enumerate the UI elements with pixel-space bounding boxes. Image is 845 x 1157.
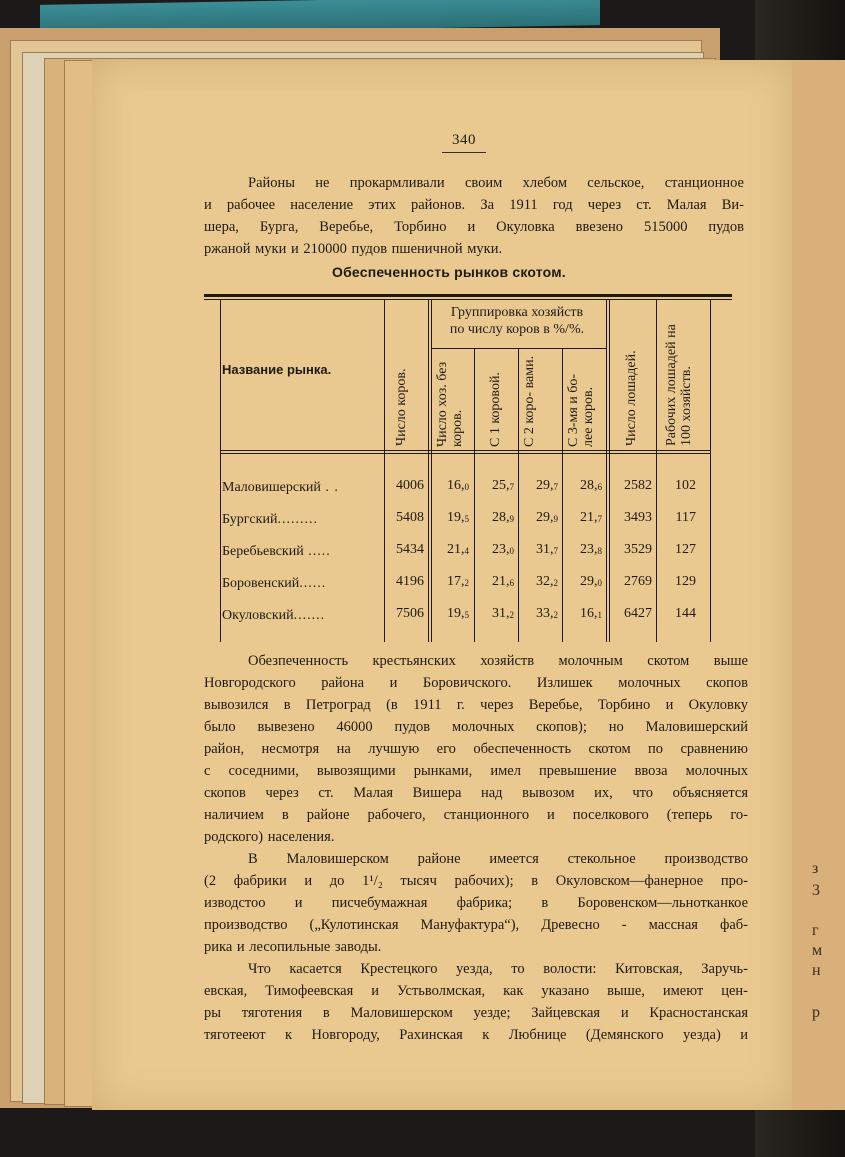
no-cows-cell: $19,_5$ [447,606,469,621]
header-market-name: Название рынка. [222,362,332,377]
text-line: район, несмотря на лучшую его обеспеченность скотом по сравнению [204,741,748,757]
text-line: Обезпеченность крестьянских хозяйств молочным скотом выше [248,653,748,669]
header-cows: Число коров. [394,368,409,446]
market-name: Боровенский...... [222,576,327,591]
three-plus-cell: $23,_8$ [580,542,602,557]
body-text [204,650,748,1046]
horses-cell: 3493 [624,510,652,525]
header-group-line: по числу коров в %/%. [449,322,585,337]
page-number: 340 [452,132,476,148]
work-horses-cell: 127 [675,542,696,557]
work-horses-cell: 117 [675,510,696,525]
one-cow-cell: $23,_0$ [492,542,514,557]
no-cows-cell: $21,_4$ [447,542,469,557]
market-name: Окуловский....... [222,608,326,623]
header-work-horses: Рабочих лошадей на 100 хозяйств. [664,324,694,446]
horses-cell: 6427 [624,606,652,621]
no-cows-cell: $19,_5$ [447,510,469,525]
table-row [204,506,732,536]
text-line: изводстоо и писчебумажная фабрика; в Боровенском—льнотканкое [204,895,748,911]
table-header-divider [431,348,606,349]
one-cow-cell: $28,_9$ [492,510,514,525]
no-cows-cell: $17,_2$ [447,574,469,589]
header-no-cows: Число хоз. без коров. [435,361,465,447]
text-line: тяготееют к Новгороду, Рахинская к Любнице (Демянского уезда) и [204,1027,748,1043]
one-cow-cell: $31,_2$ [492,606,514,621]
two-cows-cell: $33,_2$ [536,606,558,621]
two-cows-cell: $32,_2$ [536,574,558,589]
horses-cell: 3529 [624,542,652,557]
intro-paragraph [204,172,744,260]
text-line: родского) населения. [204,829,335,845]
livestock-table [204,294,732,642]
text-line: производство („Кулотинская Мануфактура“), Древесно - массная фаб- [204,917,748,933]
market-name: Беребьевский ..... [222,544,331,559]
header-horses: Число лошадей. [624,350,639,446]
text-line: с соседними, вывозящими рынками, имел превышение ввоза молочных [204,763,748,779]
three-plus-cell: $16,_1$ [580,606,602,621]
header-two-cows: С 2 коро- вами. [522,355,537,447]
cows-cell: 4196 [396,574,424,589]
cows-cell: 5408 [396,510,424,525]
text-line: и рабочее население этих районов. За 1911 год через ст. Малая Ви- [204,197,744,213]
market-name: Бургский......... [222,512,318,527]
adjacent-page-fragment: н [812,962,821,979]
market-name: Маловишерский . . [222,480,339,495]
header-group-line: Группировка хозяйств [450,305,584,320]
text-line: рика и лесопильные заводы. [204,939,382,955]
text-line: вывозился в Петроград (в 1911 г. через Веребье, Торбино и Окуловку [204,697,748,713]
work-horses-cell: 102 [675,478,696,493]
text-line: было вывезено 46000 пудов молочных скопов); но Маловишерский [204,719,748,735]
cows-cell: 4006 [396,478,424,493]
table-top-rule [204,294,732,297]
table-header-divider [220,450,710,451]
text-line: (2 фабрики и до 1¹/₂ тысяч рабочих); в Окуловском—фанерное про- [204,873,748,889]
work-horses-cell: 129 [675,574,696,589]
book-page [92,60,792,1110]
horses-cell: 2769 [624,574,652,589]
two-cows-cell: $31,_7$ [536,542,558,557]
table-row [204,474,732,504]
text-line: Новгородского района и Боровичского. Излишек молочных скопов [204,675,748,691]
two-cows-cell: $29,_9$ [536,510,558,525]
adjacent-page-edge [790,60,845,1110]
adjacent-page-fragment: 3 [812,882,820,899]
table-header-divider [220,453,710,454]
table-row [204,570,732,600]
header-group [430,304,604,338]
one-cow-cell: $21,_6$ [492,574,514,589]
header-one-cow: С 1 коровой. [488,372,503,447]
header-three-plus-cows: С 3-мя и бо- лее коров. [566,373,596,447]
text-line: наличием в районе рабочего, станционного и поселкового (теперь го- [204,807,748,823]
cows-cell: 7506 [396,606,424,621]
adjacent-page-fragment: з [812,860,819,877]
adjacent-page-fragment: г [812,922,819,939]
text-line: В Маловишерском районе имеется стекольное производство [248,851,748,867]
three-plus-cell: $29,_0$ [580,574,602,589]
work-horses-cell: 144 [675,606,696,621]
text-line: ржаной муки и 210000 пудов пшеничной муки. [204,241,503,257]
three-plus-cell: $28,_6$ [580,478,602,493]
table-top-rule [204,299,732,300]
horses-cell: 2582 [624,478,652,493]
table-row [204,602,732,632]
text-line: евская, Тимофеевская и Устьволмская, как указано выше, имеют цен- [204,983,748,999]
text-line: Районы не прокармливали своим хлебом сельское, станционное [248,175,744,191]
no-cows-cell: $16,_0$ [447,478,469,493]
text-line: Что касается Крестецкого уезда, то волости: Китовская, Заручь- [248,961,748,977]
text-line: скопов через ст. Малая Вишера над вывозом их, что объясняется [204,785,748,801]
three-plus-cell: $21,_7$ [580,510,602,525]
adjacent-page-fragment: м [812,942,823,959]
text-line: ры тяготения в Маловишерском уезде; Зайцевская и Красностанская [204,1005,748,1021]
text-line: шера, Бурга, Веребье, Торбино и Окуловка ввезено 515000 пудов [204,219,744,235]
one-cow-cell: $25,_7$ [492,478,514,493]
table-row [204,538,732,568]
two-cows-cell: $29,_7$ [536,478,558,493]
cows-cell: 5434 [396,542,424,557]
table-title: Обеспеченность рынков скотом. [332,264,566,280]
adjacent-page-fragment: р [812,1004,820,1021]
